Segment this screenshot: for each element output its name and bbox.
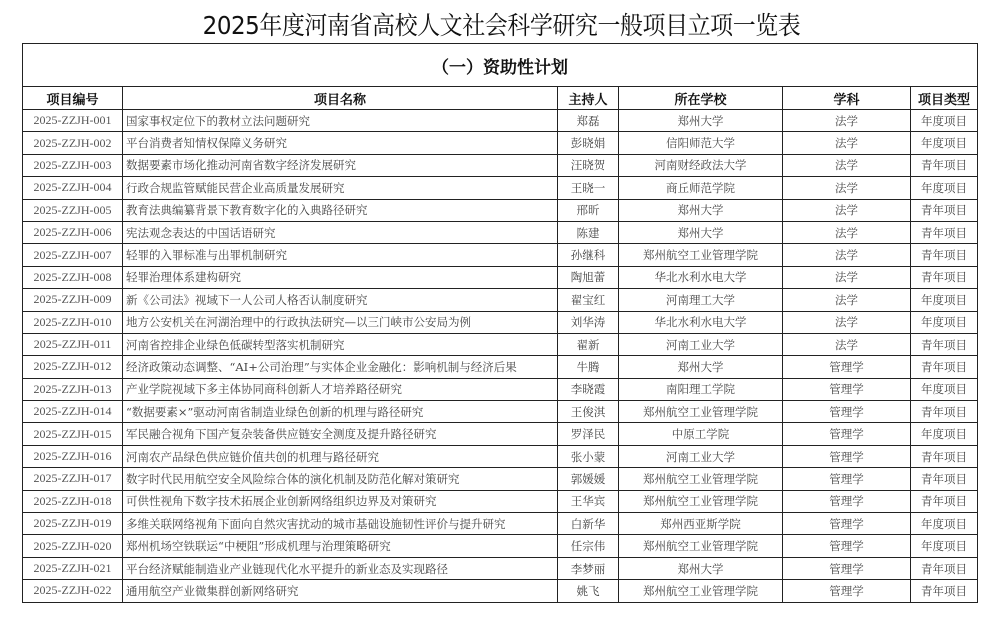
table-row xyxy=(23,110,978,132)
project-type-cell: 青年项目 xyxy=(911,557,978,579)
table-row xyxy=(23,468,978,490)
school-name-cell: 河南工业大学 xyxy=(619,445,783,467)
project-code-cell: 2025-ZZJH-005 xyxy=(23,199,123,221)
project-code-cell: 2025-ZZJH-008 xyxy=(23,266,123,288)
discipline-cell: 法学 xyxy=(783,333,911,355)
project-leader-cell: 郑磊 xyxy=(558,110,619,132)
project-code-cell: 2025-ZZJH-015 xyxy=(23,423,123,445)
project-name-cell: 宪法观念表达的中国话语研究 xyxy=(123,221,558,243)
table-row xyxy=(23,289,978,311)
project-type-cell: 青年项目 xyxy=(911,580,978,602)
discipline-cell: 管理学 xyxy=(783,445,911,467)
school-name-cell: 郑州大学 xyxy=(619,199,783,221)
project-type-cell: 年度项目 xyxy=(911,378,978,400)
project-name-cell: “数据要素×”驱动河南省制造业绿色创新的机理与路径研究 xyxy=(123,401,558,423)
project-type-cell: 年度项目 xyxy=(911,535,978,557)
section-title: （一）资助性计划 xyxy=(23,44,978,87)
school-name-cell: 郑州航空工业管理学院 xyxy=(619,468,783,490)
table-row xyxy=(23,311,978,333)
school-name-cell: 郑州大学 xyxy=(619,110,783,132)
discipline-cell: 管理学 xyxy=(783,535,911,557)
column-header-school: 所在学校 xyxy=(619,87,783,110)
discipline-cell: 法学 xyxy=(783,311,911,333)
table-row xyxy=(23,199,978,221)
project-code-cell: 2025-ZZJH-017 xyxy=(23,468,123,490)
project-leader-cell: 彭晓娟 xyxy=(558,132,619,154)
discipline-cell: 法学 xyxy=(783,132,911,154)
table-row xyxy=(23,445,978,467)
discipline-cell: 法学 xyxy=(783,221,911,243)
school-name-cell: 中原工学院 xyxy=(619,423,783,445)
project-name-cell: 河南省控排企业绿色低碳转型落实机制研究 xyxy=(123,333,558,355)
project-type-cell: 青年项目 xyxy=(911,333,978,355)
table-row xyxy=(23,244,978,266)
project-leader-cell: 张小蒙 xyxy=(558,445,619,467)
project-leader-cell: 翟宝红 xyxy=(558,289,619,311)
discipline-cell: 管理学 xyxy=(783,423,911,445)
project-name-cell: 轻罪的入罪标准与出罪机制研究 xyxy=(123,244,558,266)
project-leader-cell: 罗泽民 xyxy=(558,423,619,445)
school-name-cell: 河南理工大学 xyxy=(619,289,783,311)
project-leader-cell: 陶旭蕾 xyxy=(558,266,619,288)
project-code-cell: 2025-ZZJH-014 xyxy=(23,401,123,423)
project-code-cell: 2025-ZZJH-011 xyxy=(23,333,123,355)
project-code-cell: 2025-ZZJH-002 xyxy=(23,132,123,154)
discipline-cell: 管理学 xyxy=(783,513,911,535)
school-name-cell: 南阳理工学院 xyxy=(619,378,783,400)
project-type-cell: 年度项目 xyxy=(911,177,978,199)
school-name-cell: 郑州西亚斯学院 xyxy=(619,513,783,535)
project-type-cell: 年度项目 xyxy=(911,513,978,535)
school-name-cell: 信阳师范大学 xyxy=(619,132,783,154)
project-name-cell: 平台消费者知情权保障义务研究 xyxy=(123,132,558,154)
project-code-cell: 2025-ZZJH-012 xyxy=(23,356,123,378)
project-name-cell: 行政合规监管赋能民营企业高质量发展研究 xyxy=(123,177,558,199)
project-type-cell: 青年项目 xyxy=(911,244,978,266)
table-row xyxy=(23,401,978,423)
discipline-cell: 法学 xyxy=(783,110,911,132)
project-code-cell: 2025-ZZJH-019 xyxy=(23,513,123,535)
discipline-cell: 管理学 xyxy=(783,557,911,579)
column-header-leader: 主持人 xyxy=(558,87,619,110)
project-leader-cell: 李晓霞 xyxy=(558,378,619,400)
project-code-cell: 2025-ZZJH-001 xyxy=(23,110,123,132)
project-code-cell: 2025-ZZJH-007 xyxy=(23,244,123,266)
project-type-cell: 青年项目 xyxy=(911,490,978,512)
column-header-type: 项目类型 xyxy=(911,87,978,110)
school-name-cell: 商丘师范学院 xyxy=(619,177,783,199)
discipline-cell: 法学 xyxy=(783,289,911,311)
school-name-cell: 华北水利水电大学 xyxy=(619,266,783,288)
project-name-cell: 可供性视角下数字技术拓展企业创新网络组织边界及对策研究 xyxy=(123,490,558,512)
project-type-cell: 青年项目 xyxy=(911,468,978,490)
school-name-cell: 华北水利水电大学 xyxy=(619,311,783,333)
project-name-cell: 平台经济赋能制造业产业链现代化水平提升的新业态及实现路径 xyxy=(123,557,558,579)
project-code-cell: 2025-ZZJH-004 xyxy=(23,177,123,199)
document-title: 2025年度河南省高校人文社会科学研究一般项目立项一览表 xyxy=(202,11,801,40)
table-row xyxy=(23,154,978,176)
school-name-cell: 郑州大学 xyxy=(619,356,783,378)
table-row xyxy=(23,132,978,154)
project-code-cell: 2025-ZZJH-022 xyxy=(23,580,123,602)
project-leader-cell: 任宗伟 xyxy=(558,535,619,557)
project-leader-cell: 刘华涛 xyxy=(558,311,619,333)
project-leader-cell: 李梦丽 xyxy=(558,557,619,579)
project-name-cell: 多维关联网络视角下面向自然灾害扰动的城市基础设施韧性评价与提升研究 xyxy=(123,513,558,535)
discipline-cell: 管理学 xyxy=(783,378,911,400)
school-name-cell: 郑州航空工业管理学院 xyxy=(619,535,783,557)
table-row xyxy=(23,423,978,445)
project-type-cell: 年度项目 xyxy=(911,311,978,333)
project-leader-cell: 牛腾 xyxy=(558,356,619,378)
table-row xyxy=(23,535,978,557)
project-type-cell: 青年项目 xyxy=(911,199,978,221)
table-row xyxy=(23,177,978,199)
table-row xyxy=(23,513,978,535)
project-code-cell: 2025-ZZJH-020 xyxy=(23,535,123,557)
project-type-cell: 青年项目 xyxy=(911,445,978,467)
project-type-cell: 年度项目 xyxy=(911,289,978,311)
table-row xyxy=(23,490,978,512)
project-name-cell: 地方公安机关在河湖治理中的行政执法研究—以三门峡市公安局为例 xyxy=(123,311,558,333)
project-name-cell: 新《公司法》视域下一人公司人格否认制度研究 xyxy=(123,289,558,311)
project-name-cell: 经济政策动态调整、“AI+公司治理”与实体企业金融化：影响机制与经济后果 xyxy=(123,356,558,378)
discipline-cell: 管理学 xyxy=(783,356,911,378)
project-type-cell: 年度项目 xyxy=(911,110,978,132)
discipline-cell: 法学 xyxy=(783,154,911,176)
school-name-cell: 郑州航空工业管理学院 xyxy=(619,244,783,266)
project-leader-cell: 邢昕 xyxy=(558,199,619,221)
table-row xyxy=(23,333,978,355)
project-type-cell: 青年项目 xyxy=(911,266,978,288)
column-header-code: 项目编号 xyxy=(23,87,123,110)
project-name-cell: 轻罪治理体系建构研究 xyxy=(123,266,558,288)
project-code-cell: 2025-ZZJH-013 xyxy=(23,378,123,400)
project-type-cell: 青年项目 xyxy=(911,154,978,176)
project-name-cell: 郑州机场空铁联运“中梗阻”形成机理与治理策略研究 xyxy=(123,535,558,557)
project-name-cell: 国家事权定位下的教材立法问题研究 xyxy=(123,110,558,132)
school-name-cell: 河南财经政法大学 xyxy=(619,154,783,176)
project-type-cell: 青年项目 xyxy=(911,221,978,243)
project-leader-cell: 王俊淇 xyxy=(558,401,619,423)
discipline-cell: 管理学 xyxy=(783,401,911,423)
project-code-cell: 2025-ZZJH-006 xyxy=(23,221,123,243)
project-code-cell: 2025-ZZJH-018 xyxy=(23,490,123,512)
discipline-cell: 管理学 xyxy=(783,580,911,602)
table-row xyxy=(23,580,978,602)
project-leader-cell: 翟新 xyxy=(558,333,619,355)
project-code-cell: 2025-ZZJH-021 xyxy=(23,557,123,579)
section-row xyxy=(23,44,978,87)
project-type-cell: 青年项目 xyxy=(911,401,978,423)
project-leader-cell: 白新华 xyxy=(558,513,619,535)
discipline-cell: 法学 xyxy=(783,199,911,221)
project-leader-cell: 王晓一 xyxy=(558,177,619,199)
project-type-cell: 青年项目 xyxy=(911,356,978,378)
project-table xyxy=(22,43,978,603)
discipline-cell: 管理学 xyxy=(783,468,911,490)
project-leader-cell: 郭媛媛 xyxy=(558,468,619,490)
school-name-cell: 郑州大学 xyxy=(619,557,783,579)
school-name-cell: 郑州大学 xyxy=(619,221,783,243)
project-leader-cell: 陈建 xyxy=(558,221,619,243)
project-name-cell: 产业学院视域下多主体协同商科创新人才培养路径研究 xyxy=(123,378,558,400)
header-row xyxy=(23,87,978,110)
project-leader-cell: 姚飞 xyxy=(558,580,619,602)
project-code-cell: 2025-ZZJH-009 xyxy=(23,289,123,311)
project-name-cell: 教育法典编纂背景下教育数字化的入典路径研究 xyxy=(123,199,558,221)
column-header-discipline: 学科 xyxy=(783,87,911,110)
table-row xyxy=(23,356,978,378)
project-leader-cell: 王华宾 xyxy=(558,490,619,512)
project-code-cell: 2025-ZZJH-003 xyxy=(23,154,123,176)
discipline-cell: 管理学 xyxy=(783,490,911,512)
project-name-cell: 军民融合视角下国产复杂装备供应链安全测度及提升路径研究 xyxy=(123,423,558,445)
school-name-cell: 郑州航空工业管理学院 xyxy=(619,490,783,512)
project-code-cell: 2025-ZZJH-016 xyxy=(23,445,123,467)
school-name-cell: 河南工业大学 xyxy=(619,333,783,355)
project-code-cell: 2025-ZZJH-010 xyxy=(23,311,123,333)
table-row xyxy=(23,221,978,243)
project-name-cell: 数据要素市场化推动河南省数字经济发展研究 xyxy=(123,154,558,176)
discipline-cell: 法学 xyxy=(783,266,911,288)
project-leader-cell: 孙继科 xyxy=(558,244,619,266)
project-name-cell: 数字时代民用航空安全风险综合体的演化机制及防范化解对策研究 xyxy=(123,468,558,490)
discipline-cell: 法学 xyxy=(783,244,911,266)
project-type-cell: 年度项目 xyxy=(911,423,978,445)
school-name-cell: 郑州航空工业管理学院 xyxy=(619,580,783,602)
project-name-cell: 河南农产品绿色供应链价值共创的机理与路径研究 xyxy=(123,445,558,467)
discipline-cell: 法学 xyxy=(783,177,911,199)
column-header-name: 项目名称 xyxy=(123,87,558,110)
table-row xyxy=(23,557,978,579)
project-leader-cell: 汪晓贺 xyxy=(558,154,619,176)
project-name-cell: 通用航空产业微集群创新网络研究 xyxy=(123,580,558,602)
table-row xyxy=(23,378,978,400)
project-type-cell: 年度项目 xyxy=(911,132,978,154)
school-name-cell: 郑州航空工业管理学院 xyxy=(619,401,783,423)
table-row xyxy=(23,266,978,288)
